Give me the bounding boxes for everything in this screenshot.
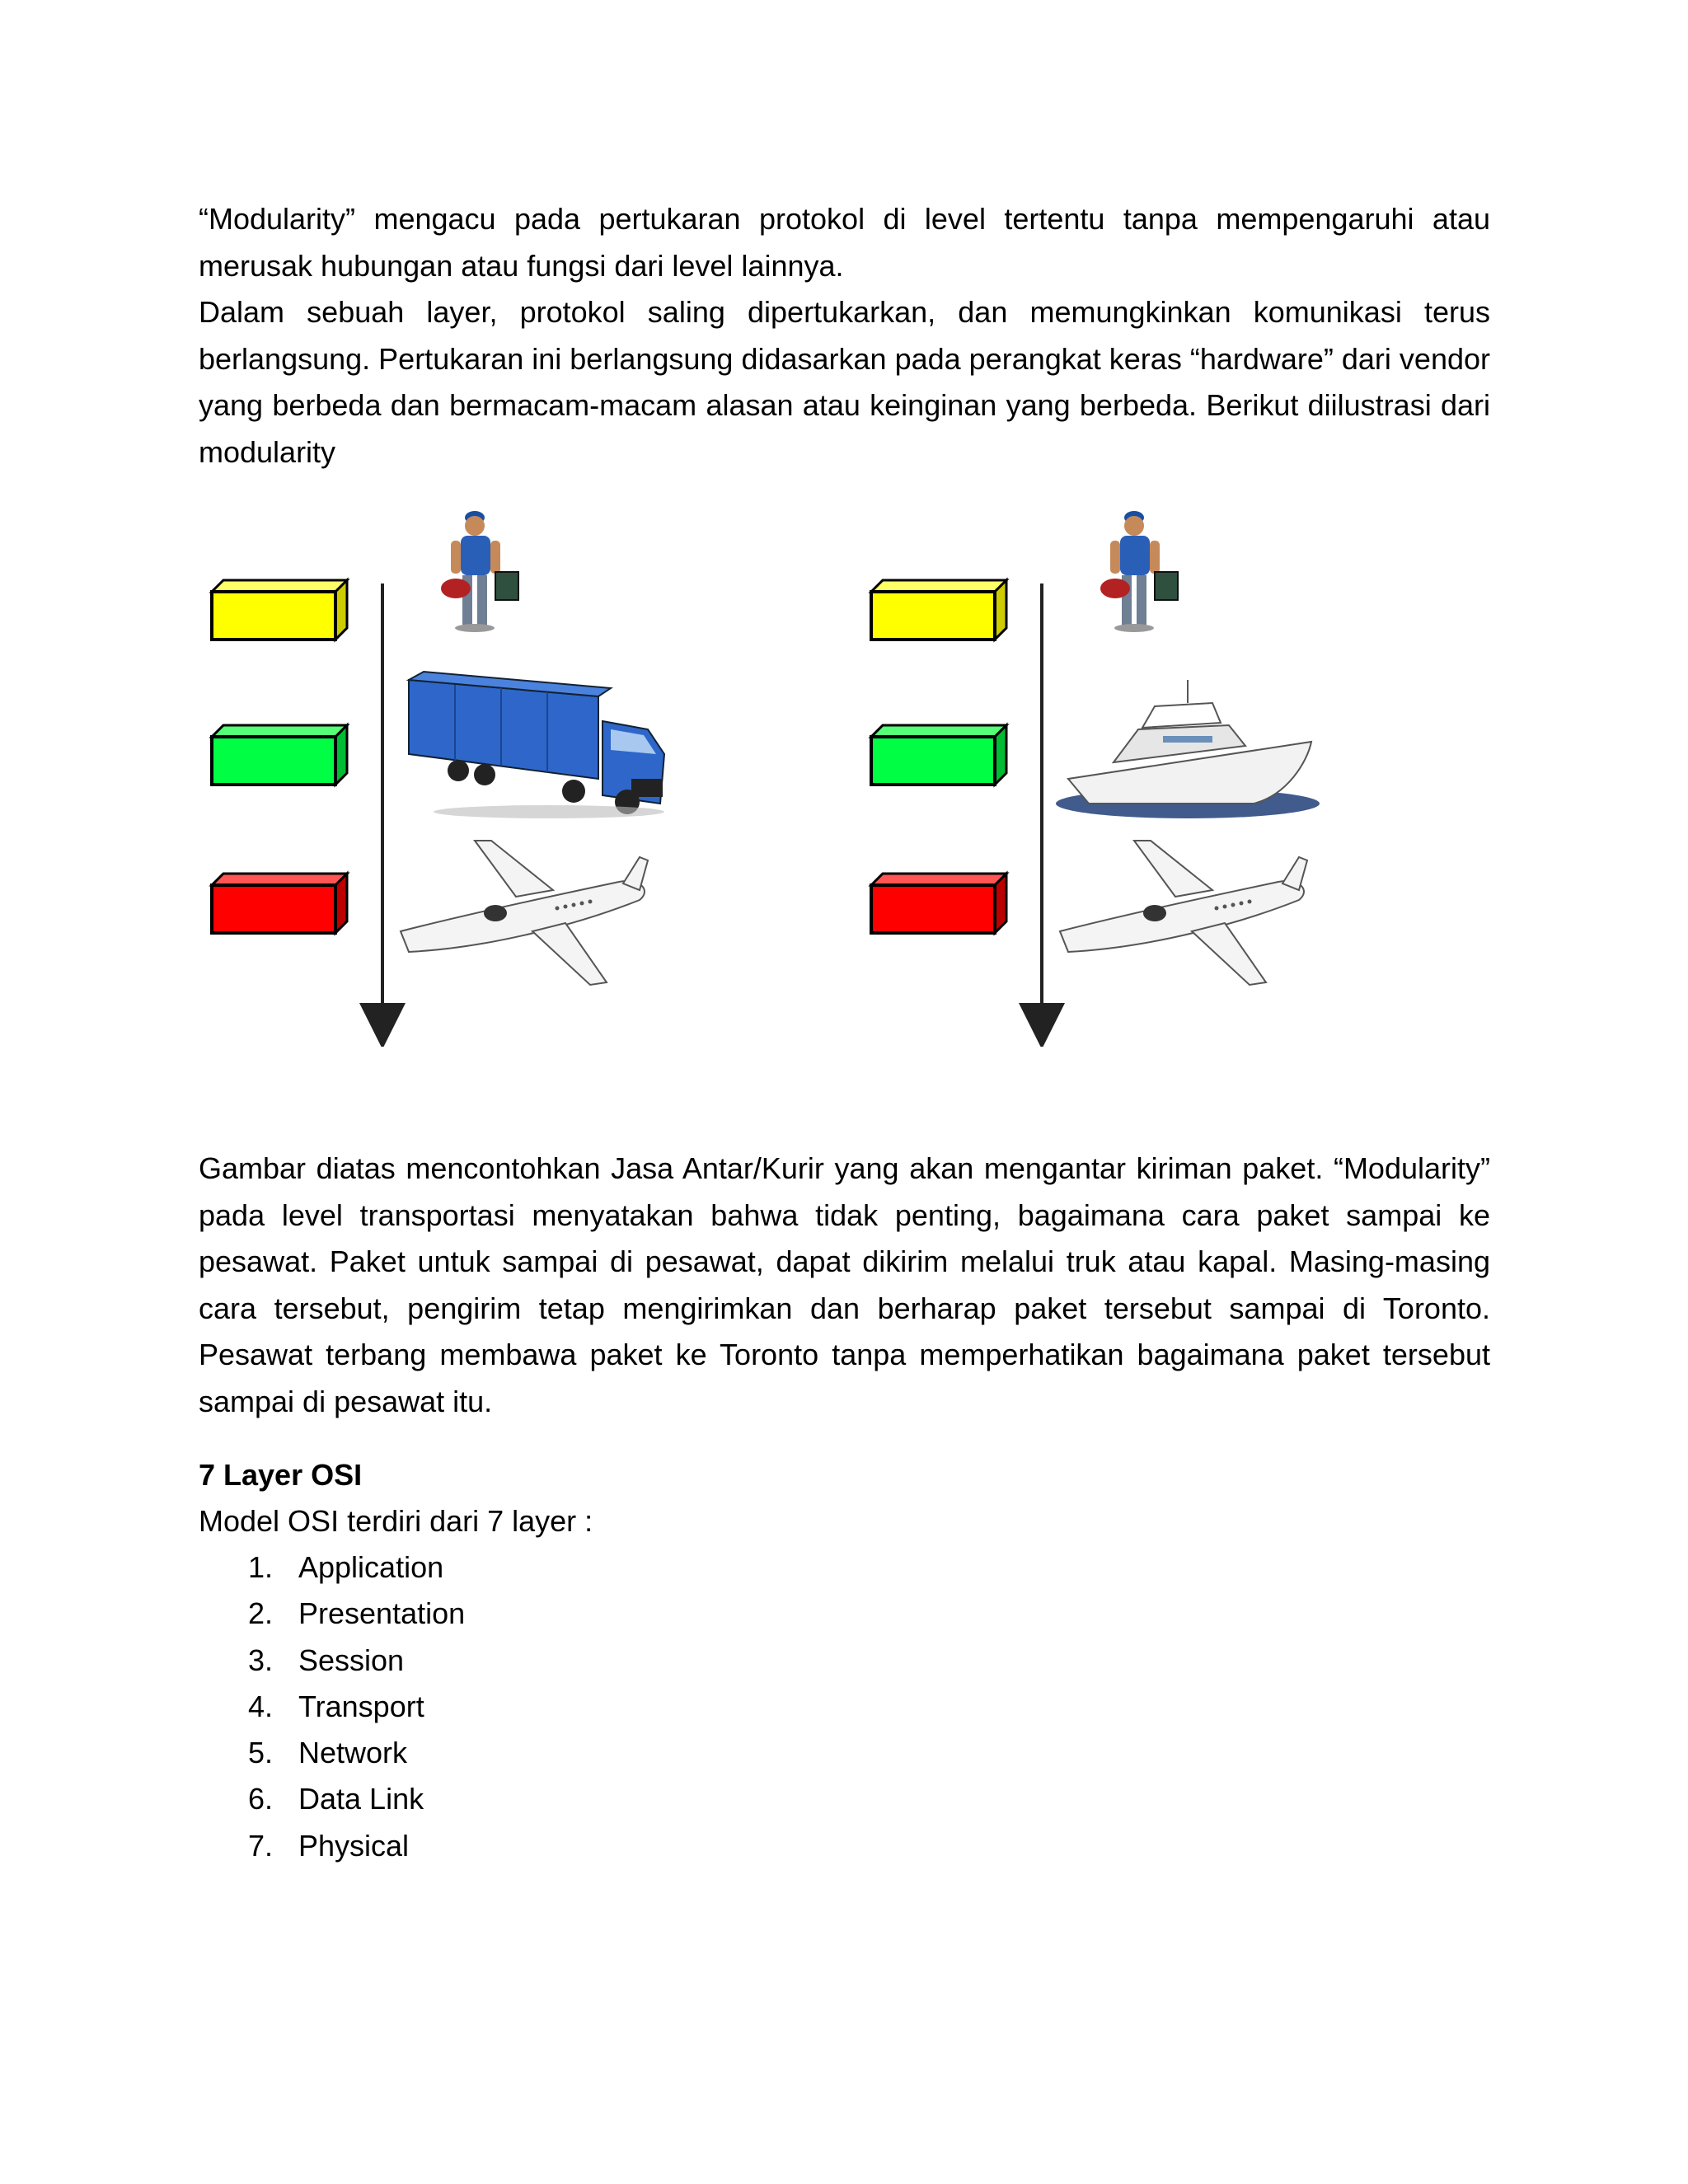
layer-group-left	[212, 511, 664, 1026]
explanation-text	[199, 1146, 1490, 1425]
boat-icon	[1056, 680, 1320, 818]
layer-box-top	[871, 580, 1006, 640]
list-label: Application	[298, 1550, 444, 1584]
list-number: 6.	[248, 1782, 274, 1816]
layer-box-bottom	[212, 874, 347, 933]
list-number: 4.	[248, 1689, 274, 1723]
list-item	[199, 1684, 465, 1730]
list-number: 2.	[248, 1596, 274, 1631]
intro-text	[199, 196, 1490, 476]
paragraph-layer-exchange: Dalam sebuah layer, protokol saling dipertukarkan, dan memungkinkan komunikasi terus berlangsung. Pertukaran ini berlangsung didasarkan pada perangkat keras “hardware” dari vendor yang berbeda dan bermacam-macam alasan atau keinginan yang berbeda. Berikut diilustrasi dari modularity	[199, 295, 1490, 469]
list-item	[199, 1730, 465, 1776]
list-label: Network	[298, 1736, 408, 1770]
list-label: Data Link	[298, 1782, 424, 1816]
list-item	[199, 1776, 465, 1822]
truck-icon	[409, 672, 664, 818]
layer-middle-left	[212, 737, 335, 785]
osi-layer-list	[199, 1544, 465, 1869]
layer-bottom-right	[871, 885, 995, 933]
list-label: Physical	[298, 1828, 410, 1863]
list-number: 3.	[248, 1643, 274, 1677]
airplane-icon	[1060, 841, 1307, 985]
layer-box-middle	[871, 725, 1006, 785]
layer-top-right	[871, 592, 995, 640]
layer-box-bottom	[871, 874, 1006, 933]
layer-box-middle	[212, 725, 347, 785]
courier-icon	[441, 511, 518, 632]
layer-bottom-left	[212, 885, 335, 933]
layer-group-right	[871, 511, 1320, 1026]
list-label: Session	[298, 1643, 405, 1677]
layer-box-top	[212, 580, 347, 640]
section-heading-osi: 7 Layer OSI	[199, 1458, 363, 1492]
modularity-illustration	[199, 486, 1369, 1047]
paragraph-modularity-definition: “Modularity” mengacu pada pertukaran protokol di level tertentu tanpa mempengaruhi atau merusak hubungan atau fungsi dari level lainnya.	[199, 202, 1490, 283]
list-item	[199, 1823, 465, 1869]
list-number: 7.	[248, 1828, 274, 1863]
list-label: Presentation	[298, 1596, 466, 1631]
list-item	[199, 1638, 465, 1684]
list-item	[199, 1544, 465, 1591]
paragraph-courier-example: Gambar diatas mencontohkan Jasa Antar/Kurir yang akan mengantar kiriman paket. “Modularity” pada level transportasi menyatakan bahwa tidak penting, bagaimana cara paket sampai ke pesawat. Paket untuk sampai di pesawat, dapat dikirim melalui truk atau kapal. Masing-masing cara tersebut, pengirim tetap mengirimkan dan berharap paket tersebut sampai di Toronto. Pesawat terbang membawa paket ke Toronto tanpa memperhatikan bagaimana paket tersebut sampai di pesawat itu.	[199, 1151, 1490, 1418]
list-item	[199, 1591, 465, 1637]
courier-icon	[1100, 511, 1178, 632]
layer-middle-right	[871, 737, 995, 785]
list-number: 5.	[248, 1736, 274, 1770]
list-number: 1.	[248, 1550, 274, 1584]
airplane-icon	[401, 841, 648, 985]
osi-intro-text: Model OSI terdiri dari 7 layer :	[199, 1504, 593, 1538]
layer-top-left	[212, 592, 335, 640]
list-label: Transport	[298, 1689, 424, 1723]
